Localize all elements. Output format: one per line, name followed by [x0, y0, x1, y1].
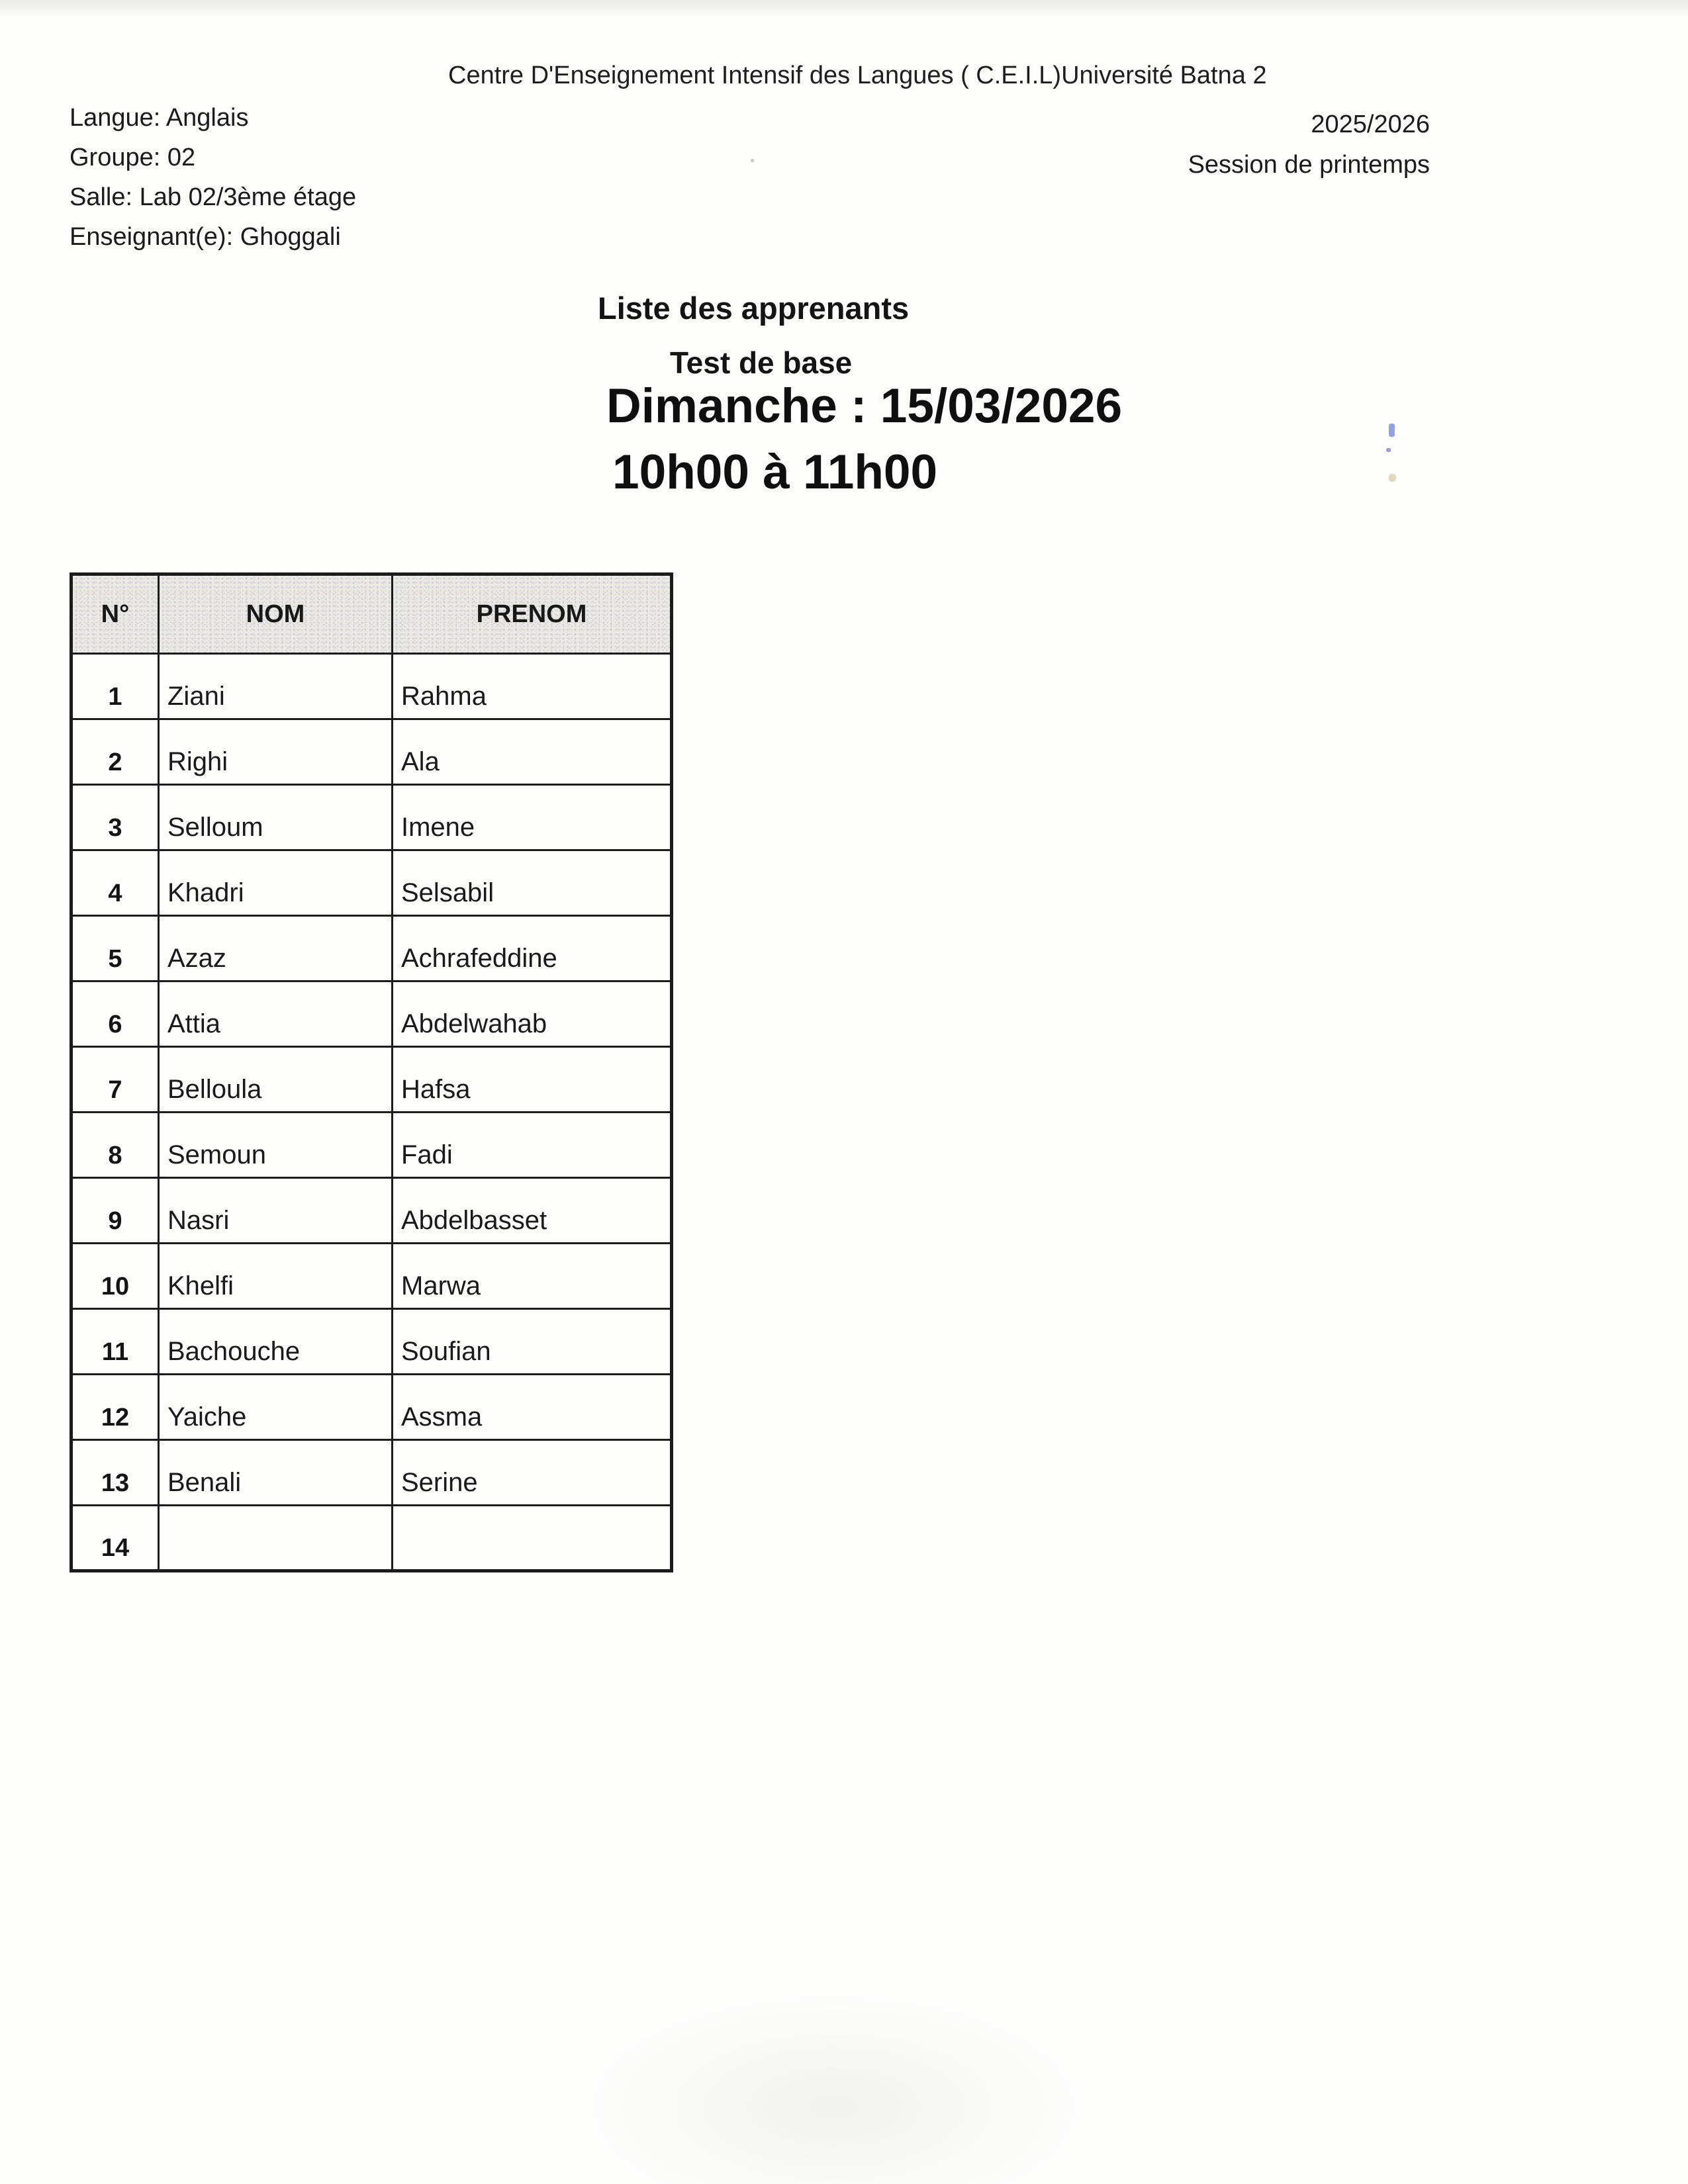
column-header-prenom: PRENOM: [393, 574, 672, 654]
exam-time: 10h00 à 11h00: [612, 445, 938, 499]
info-salle: Salle: Lab 02/3ème étage: [70, 183, 357, 211]
table-row: [71, 916, 672, 981]
table-row: [71, 1113, 672, 1178]
test-title: Test de base: [670, 345, 853, 380]
cell-nom: Selloum: [159, 785, 393, 850]
table-row: [71, 981, 672, 1047]
cell-prenom: Abdelwahab: [393, 981, 672, 1047]
cell-nom: Nasri: [159, 1178, 393, 1244]
scan-speck: [751, 159, 754, 162]
table-row: [71, 1506, 672, 1571]
table-row: [71, 1178, 672, 1244]
cell-prenom: [393, 1506, 672, 1571]
table-header-row: [71, 574, 672, 654]
cell-prenom: Selsabil: [393, 850, 672, 916]
exam-date: Dimanche : 15/03/2026: [606, 379, 1123, 433]
cell-number: 6: [71, 981, 159, 1047]
scan-speck: [1386, 448, 1391, 452]
column-header-nom: NOM: [159, 574, 393, 654]
cell-prenom: Marwa: [393, 1244, 672, 1309]
scan-bottom-smudge: [583, 1992, 1086, 2184]
table-row: [71, 1375, 672, 1440]
cell-number: 11: [71, 1309, 159, 1375]
cell-nom: Khelfi: [159, 1244, 393, 1309]
scan-speck: [1389, 474, 1396, 482]
table-row: [71, 1309, 672, 1375]
cell-prenom: Imene: [393, 785, 672, 850]
cell-nom: Belloula: [159, 1047, 393, 1113]
cell-nom: Khadri: [159, 850, 393, 916]
cell-nom: Righi: [159, 719, 393, 785]
cell-nom: Benali: [159, 1440, 393, 1506]
cell-nom: Ziani: [159, 654, 393, 719]
info-langue: Langue: Anglais: [70, 104, 249, 132]
cell-nom: Bachouche: [159, 1309, 393, 1375]
cell-prenom: Serine: [393, 1440, 672, 1506]
cell-prenom: Abdelbasset: [393, 1178, 672, 1244]
cell-number: 14: [71, 1506, 159, 1571]
cell-nom: Yaiche: [159, 1375, 393, 1440]
table-row: [71, 785, 672, 850]
cell-number: 5: [71, 916, 159, 981]
cell-number: 7: [71, 1047, 159, 1113]
cell-nom: Attia: [159, 981, 393, 1047]
cell-nom: Semoun: [159, 1113, 393, 1178]
info-enseignant: Enseignant(e): Ghoggali: [70, 223, 341, 251]
cell-prenom: Achrafeddine: [393, 916, 672, 981]
cell-nom: [159, 1506, 393, 1571]
cell-number: 10: [71, 1244, 159, 1309]
document-header-title: Centre D'Enseignement Intensif des Langues ( C.E.I.L)Université Batna 2: [448, 62, 1267, 89]
cell-number: 8: [71, 1113, 159, 1178]
session-name: Session de printemps: [1188, 151, 1430, 179]
scan-top-shadow: [0, 0, 1688, 17]
cell-number: 13: [71, 1440, 159, 1506]
session-year: 2025/2026: [1311, 111, 1430, 138]
cell-number: 9: [71, 1178, 159, 1244]
info-groupe: Groupe: 02: [70, 144, 196, 171]
cell-prenom: Ala: [393, 719, 672, 785]
cell-nom: Azaz: [159, 916, 393, 981]
cell-prenom: Hafsa: [393, 1047, 672, 1113]
scan-speck: [1389, 424, 1395, 437]
students-table: [70, 572, 673, 1572]
table-row: [71, 850, 672, 916]
cell-prenom: Rahma: [393, 654, 672, 719]
cell-number: 4: [71, 850, 159, 916]
cell-prenom: Assma: [393, 1375, 672, 1440]
table-row: [71, 1244, 672, 1309]
cell-prenom: Soufian: [393, 1309, 672, 1375]
list-title: Liste des apprenants: [598, 291, 910, 326]
table-row: [71, 654, 672, 719]
table-row: [71, 1047, 672, 1113]
table-row: [71, 719, 672, 785]
class-info-block: [70, 98, 356, 257]
cell-number: 2: [71, 719, 159, 785]
cell-prenom: Fadi: [393, 1113, 672, 1178]
cell-number: 1: [71, 654, 159, 719]
session-block: [1026, 105, 1430, 185]
cell-number: 3: [71, 785, 159, 850]
column-header-number: N°: [71, 574, 159, 654]
cell-number: 12: [71, 1375, 159, 1440]
table-row: [71, 1440, 672, 1506]
